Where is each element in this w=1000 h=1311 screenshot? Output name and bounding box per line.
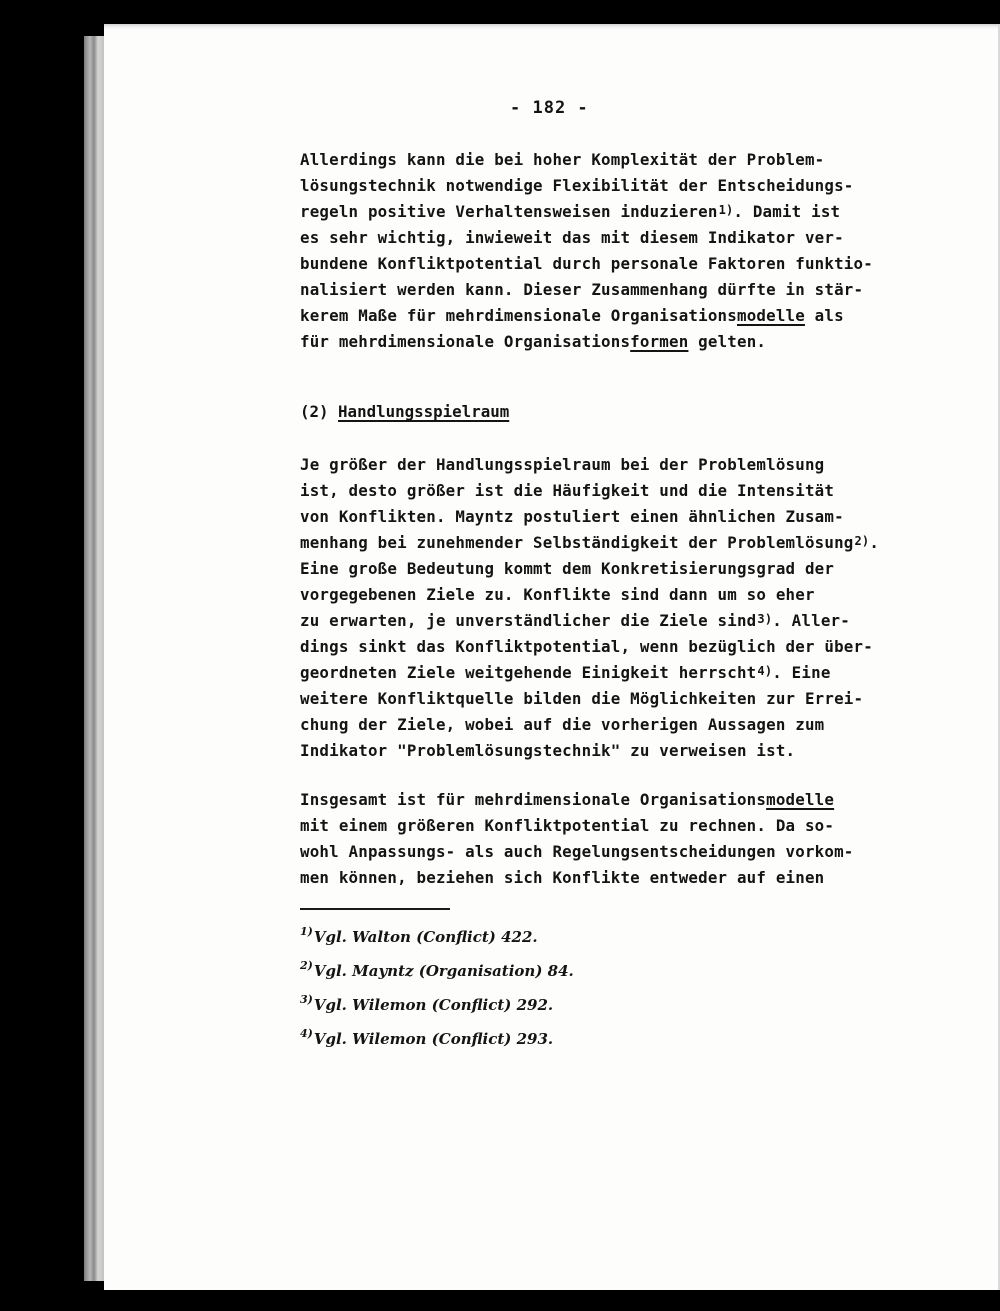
text-line: vorgegebenen Ziele zu. Konflikte sind dann um so eher: [300, 585, 815, 604]
underlined-word: modelle: [766, 790, 835, 809]
text-segment: für mehrdimensionale Organisations: [300, 332, 631, 351]
footnote-text: Vgl. Wilemon (Conflict) 293.: [313, 1030, 554, 1048]
section-heading: [300, 402, 509, 421]
text-line: [300, 790, 834, 809]
text-line: [300, 202, 840, 221]
footnote: [300, 925, 538, 946]
footnote-reference: 1): [718, 203, 734, 217]
underlined-word: modelle: [736, 306, 805, 325]
text-segment: regeln positive Verhaltensweisen induzieren: [300, 202, 718, 221]
footnote: [300, 959, 574, 980]
footnote: [300, 993, 554, 1014]
heading-title: Handlungsspielraum: [338, 402, 510, 421]
text-line: von Konflikten. Mayntz postuliert einen ähnlichen Zusam-: [300, 507, 844, 526]
text-line: [300, 332, 766, 351]
text-line: wohl Anpassungs- als auch Regelungsentscheidungen vorkom-: [300, 842, 854, 861]
text-segment: geordneten Ziele weitgehende Einigkeit herrscht: [300, 663, 757, 682]
footnote-reference: 2): [854, 534, 870, 548]
footnote-text: Vgl. Mayntz (Organisation) 84.: [313, 962, 574, 980]
underlined-word: formen: [630, 332, 689, 351]
text-segment: Insgesamt ist für mehrdimensionale Organisations: [300, 790, 767, 809]
text-line: men können, beziehen sich Konflikte entweder auf einen: [300, 868, 825, 887]
text-line: bundene Konfliktpotential durch personale Faktoren funktio-: [300, 254, 873, 273]
text-segment: menhang bei zunehmender Selbständigkeit der Problemlösung: [300, 533, 854, 552]
text-line: [300, 306, 844, 325]
text-line: [300, 611, 850, 630]
text-line: nalisiert werden kann. Dieser Zusammenhang dürfte in stär-: [300, 280, 864, 299]
text-line: weitere Konfliktquelle bilden die Möglichkeiten zur Errei-: [300, 689, 864, 708]
text-segment: . Eine: [772, 663, 831, 682]
text-segment: gelten.: [688, 332, 767, 351]
footnote-text: Vgl. Wilemon (Conflict) 292.: [313, 996, 554, 1014]
footnote-text: Vgl. Walton (Conflict) 422.: [313, 928, 538, 946]
text-line: ist, desto größer ist die Häufigkeit und die Intensität: [300, 481, 835, 500]
text-line: mit einem größeren Konfliktpotential zu rechnen. Da so-: [300, 816, 835, 835]
text-segment: . Aller-: [772, 611, 850, 630]
text-line: chung der Ziele, wobei auf die vorherigen Aussagen zum: [300, 715, 825, 734]
footnote: [300, 1027, 554, 1048]
footnote-mark: 2): [300, 959, 313, 972]
text-line: lösungstechnik notwendige Flexibilität der Entscheidungs-: [300, 176, 854, 195]
text-segment: zu erwarten, je unverständlicher die Ziele sind: [300, 611, 757, 630]
footnote-mark: 4): [300, 1027, 313, 1040]
text-line: dings sinkt das Konfliktpotential, wenn bezüglich der über-: [300, 637, 873, 656]
page-number: - 182 -: [510, 98, 589, 118]
footnote-reference: 4): [757, 664, 773, 678]
text-segment: .: [869, 533, 880, 552]
text-line: Eine große Bedeutung kommt dem Konkretisierungsgrad der: [300, 559, 835, 578]
footnote-divider: [300, 908, 450, 910]
footnote-mark: 1): [300, 925, 313, 938]
text-line: Allerdings kann die bei hoher Komplexität der Problem-: [300, 150, 825, 169]
text-line: [300, 663, 831, 682]
text-line: Je größer der Handlungsspielraum bei der Problemlösung: [300, 455, 825, 474]
footnote-mark: 3): [300, 993, 313, 1006]
footnote-reference: 3): [757, 612, 773, 626]
text-line: [300, 533, 879, 552]
text-line: es sehr wichtig, inwieweit das mit diesem Indikator ver-: [300, 228, 844, 247]
text-segment: . Damit ist: [733, 202, 841, 221]
heading-number: (2): [300, 402, 339, 421]
text-line: Indikator "Problemlösungstechnik" zu verweisen ist.: [300, 741, 796, 760]
text-segment: kerem Maße für mehrdimensionale Organisations: [300, 306, 737, 325]
text-segment: als: [804, 306, 844, 325]
